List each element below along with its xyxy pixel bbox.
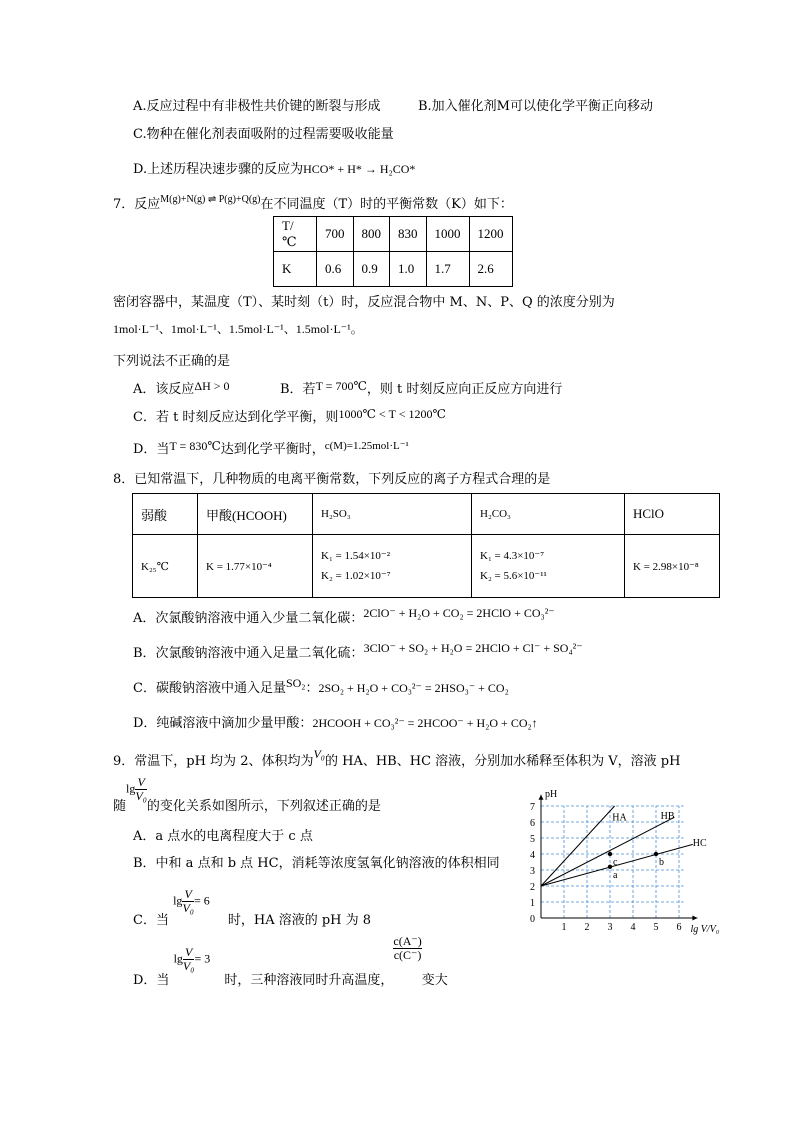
q8-option-b (133, 642, 583, 661)
q9-option-c-post: 时，HA 溶液的 pH 为 8 (227, 913, 372, 929)
x-axis-label: lg V/V₀ (690, 924, 720, 935)
q7-stem-post: 在不同温度（T）时的平衡常数（K）如下： (260, 197, 513, 212)
q9-option-d-post: 变大 (421, 973, 448, 989)
point-label-a: a (613, 869, 618, 881)
q9-stem-line1 (113, 747, 681, 769)
table-row (133, 535, 720, 598)
lg-label: lg (173, 893, 183, 908)
point-a (608, 865, 612, 869)
q7-option-a-eq: ΔH > 0 (194, 379, 230, 393)
q6-option-c: C.物种在催化剂表面吸附的过程需要吸收能量 (133, 127, 394, 142)
q8-option-b-text: B．次氯酸钠溶液中通入足量二氧化硫： (133, 646, 364, 661)
table-row (133, 494, 720, 535)
table-cell: 0.9 (353, 252, 390, 287)
y-tick-label: 6 (530, 818, 535, 829)
q6-option-a: A.反应过程中有非极性共价键的断裂与形成 (133, 99, 381, 114)
ph-dilution-chart (525, 775, 725, 950)
q6-option-d-equation: HCO* + H* → H₂CO* (303, 162, 416, 176)
q9-option-c-pre: C．当 (133, 913, 169, 929)
frac-den: V₀ (182, 901, 194, 916)
table-cell (313, 535, 472, 598)
table-cell: 1000 (426, 217, 469, 252)
q8-option-d-eq: 2HCOOH + CO₃²⁻ = 2HCOO⁻ + H₂O + CO₂↑ (312, 716, 538, 730)
q9-stem2-pre: 随 (113, 799, 127, 815)
y-axis-arrow (539, 795, 544, 800)
lg-label: lg (126, 781, 136, 796)
q7-line4: 下列说法不正确的是 (113, 354, 231, 369)
x-tick-label: 3 (607, 922, 613, 933)
q7-option-b (280, 378, 562, 397)
table-cell: 700 (317, 217, 354, 252)
frac-den: V₀ (182, 958, 195, 973)
x-tick-label: 2 (584, 922, 590, 933)
v-over-v0 (182, 888, 194, 915)
q7-line3: 1mol·L⁻¹、1mol·L⁻¹、1.5mol·L⁻¹、1.5mol·L⁻¹。 (113, 322, 363, 336)
q9-lg-fraction (126, 776, 147, 803)
table-cell-line: K₂ = 5.6×10⁻¹¹ (480, 570, 547, 582)
q7-line2: 密闭容器中，某温度（T）、某时刻（t）时，反应混合物中 M、N、P、Q 的浓度分别为 (113, 295, 615, 310)
table-cell (472, 535, 625, 598)
v-over-v0 (183, 946, 195, 973)
q7-option-d-eq: T = 830℃ (169, 439, 221, 453)
y-tick-label: 5 (530, 834, 535, 845)
table-row (274, 252, 513, 287)
q8-option-b-eq: 3ClO⁻ + SO₂ + H₂O = 2HClO + Cl⁻ + SO₄²⁻ (363, 641, 583, 655)
q7-option-c-eq: 1000℃ < T < 1200℃ (338, 407, 446, 421)
q6-option-b: B.加入催化剂M可以使化学平衡正向移动 (418, 99, 653, 114)
q9-option-a: A．a 点水的电离程度大于 c 点 (133, 829, 313, 844)
q9-option-c (133, 887, 372, 929)
frac-den: V₀ (135, 789, 147, 804)
q9-stem2-post: 的变化关系如图所示，下列叙述正确的是 (146, 799, 381, 815)
table-cell: 2.6 (469, 252, 512, 287)
q7-option-d-text: D．当 (133, 442, 170, 457)
q8-option-c-text: C．碳酸钠溶液中通入足量 (133, 681, 286, 696)
q7-equilibrium-table (273, 216, 513, 287)
x-tick-label: 4 (630, 922, 636, 933)
q9-option-b: B．中和 a 点和 b 点 HC，消耗等浓度氢氧化钠溶液的体积相同 (133, 856, 500, 871)
frac-num: V (183, 946, 195, 960)
q7-option-a-text: A．该反应 (133, 382, 195, 397)
q8-option-d (133, 712, 538, 731)
table-cell: 0.6 (317, 252, 354, 287)
series-line-ha (541, 806, 615, 886)
q8-option-a-text: A．次氯酸钠溶液中通入少量二氧化碳： (133, 611, 364, 626)
q9-stem1-v0: V₀ (313, 747, 325, 761)
table-cell: 800 (353, 217, 390, 252)
q7-option-d (133, 438, 409, 457)
table-header-temp: T/℃ (274, 217, 317, 252)
y-tick-label: 7 (530, 802, 535, 813)
table-header: H₂SO₃ (313, 494, 472, 535)
table-cell: 830 (390, 217, 427, 252)
table-cell: 1.7 (426, 252, 469, 287)
q8-option-a (133, 607, 555, 626)
series-label-hb: HB (660, 810, 675, 822)
point-label-b: b (659, 857, 664, 868)
q8-option-a-eq: 2ClO⁻ + H₂O + CO₂ = 2HClO + CO₃²⁻ (363, 606, 555, 620)
q9-stem1-post: 的 HA、HB、HC 溶液，分别加水稀释至体积为 V，溶液 pH (324, 754, 681, 769)
table-header: HClO (625, 494, 720, 535)
q9-stem1-pre: 9．常温下，pH 均为 2、体积均为 (113, 754, 314, 769)
q6-option-d-text: D.上述历程决速步骤的反应为 (133, 162, 304, 177)
y-tick-label: 1 (530, 898, 535, 909)
q8-stem: 8．已知常温下，几种物质的电离平衡常数，下列反应的离子方程式合理的是 (113, 472, 551, 487)
table-header: 甲酸(HCOOH) (198, 494, 313, 535)
q8-ionization-table (132, 493, 720, 598)
q7-option-d-mid: 达到化学平衡时， (220, 442, 325, 457)
series-line-hb (541, 817, 674, 886)
y-tick-label: 4 (530, 850, 535, 861)
q7-stem-pre: 7．反应 (113, 197, 161, 212)
q7-stem (113, 193, 513, 212)
ratio-num: c(A⁻) (393, 934, 422, 948)
x-tick-label: 5 (653, 922, 659, 933)
frac-num: V (135, 776, 147, 790)
y-tick-label: 3 (530, 866, 535, 877)
point-c (608, 852, 612, 856)
q9-option-d (133, 934, 448, 989)
q9-option-d-mid: 时，三种溶液同时升高温度， (224, 973, 394, 989)
q7-option-c-text: C．若 t 时刻反应达到化学平衡，则 (133, 410, 339, 425)
q8-option-c-eq: 2SO₂ + H₂O + CO₃²⁻ = 2HSO₃⁻ + CO₂ (318, 681, 509, 695)
q7-option-b-text: B．若 (280, 382, 316, 397)
q7-option-a (133, 378, 230, 397)
q8-option-c-colon: ： (305, 681, 319, 696)
q7-option-d-eq2: c(M)=1.25mol·L⁻¹ (324, 440, 409, 452)
v-over-v0 (135, 776, 147, 803)
q8-option-c (133, 677, 509, 696)
table-cell: K = 1.77×10⁻⁴ (198, 535, 313, 598)
q8-option-c-so2: SO₂ (285, 676, 306, 690)
x-axis-arrow (692, 916, 697, 921)
table-cell-line: K₁ = 4.3×10⁻⁷ (480, 550, 545, 562)
q9-option-d-val: = 3 (194, 951, 211, 966)
table-header: H₂CO₃ (472, 494, 625, 535)
table-header-k: K (274, 252, 317, 287)
table-cell: 1.0 (390, 252, 427, 287)
y-axis-label: pH (545, 788, 558, 800)
x-tick-label: 6 (676, 922, 682, 933)
frac-num: V (182, 888, 194, 902)
lg-label: lg (173, 951, 183, 966)
q7-option-c (133, 406, 446, 425)
point-b (654, 852, 658, 856)
q7-reaction-equation: M(g)+N(g) ⇌ P(g)+Q(g) (160, 194, 261, 205)
q9-option-c-val: = 6 (193, 893, 210, 908)
series-label-ha: HA (612, 812, 627, 824)
table-cell: K₂₅℃ (133, 535, 198, 598)
q9-ratio-fraction (393, 935, 421, 962)
point-label-c: c (613, 857, 618, 868)
y-tick-label: 2 (530, 882, 535, 893)
series-label-hc: HC (692, 838, 707, 849)
table-cell: 1200 (469, 217, 512, 252)
table-row (274, 217, 513, 252)
q9-option-d-lg (174, 946, 211, 973)
table-cell-line: K₁ = 1.54×10⁻² (321, 550, 391, 562)
table-cell-line: K₂ = 1.02×10⁻⁷ (321, 570, 391, 582)
y-tick-label: 0 (530, 914, 535, 925)
x-tick-label: 1 (561, 922, 567, 933)
q9-option-c-lg (173, 888, 210, 915)
ratio-den: c(C⁻) (393, 948, 422, 963)
q9-stem-line2 (113, 776, 381, 816)
q7-option-b-eq: T = 700℃ (315, 379, 367, 393)
table-header: 弱酸 (133, 494, 198, 535)
q7-option-b-post: ，则 t 时刻反应向正反应方向进行 (366, 382, 563, 397)
q6-option-d (133, 158, 415, 177)
q8-option-d-text: D．纯碱溶液中滴加少量甲酸： (133, 716, 313, 731)
table-cell: K = 2.98×10⁻⁸ (625, 535, 720, 598)
q9-option-d-pre: D．当 (133, 973, 170, 989)
